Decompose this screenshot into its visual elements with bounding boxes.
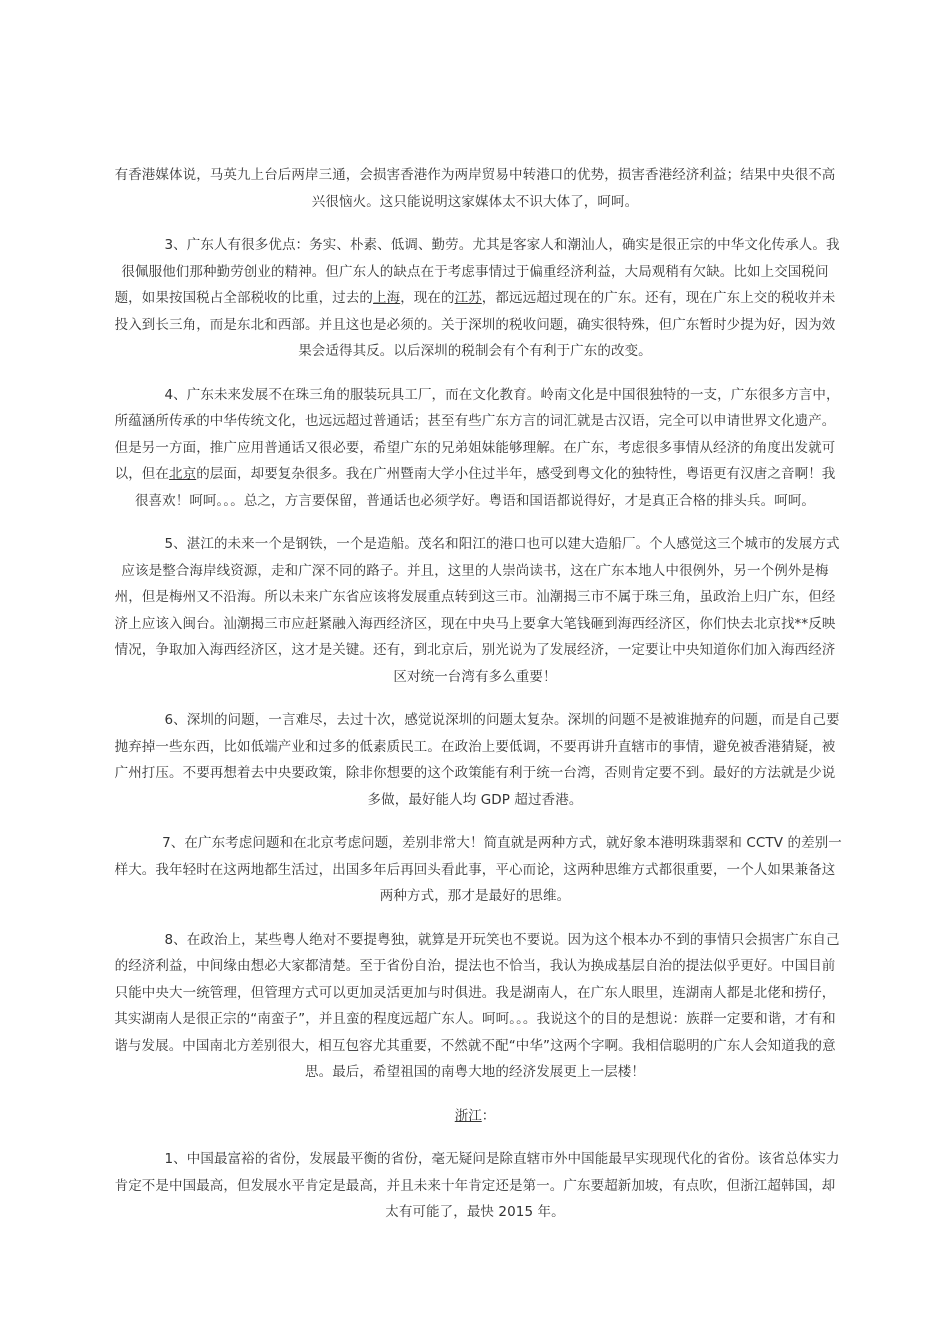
paragraph-text: ，现在的	[400, 290, 455, 306]
paragraph-intro-continuation	[108, 162, 842, 215]
paragraph-zhejiang-1	[108, 1146, 842, 1226]
paragraph-guangdong-4	[108, 382, 842, 515]
paragraph-text: 有香港媒体说，马英九上台后两岸三通，会损害香港作为两岸贸易中转港口的优势，损害香港经济利益；结果中央很不高兴很恼火。这只能说明这家媒体太不识大体了，呵呵。	[114, 167, 836, 210]
link-jiangsu[interactable]: 江苏	[454, 290, 482, 306]
paragraph-text: 的层面，却要复杂很多。我在广州暨南大学小住过半年，感受到粤文化的独特性，粤语更有汉唐之音啊！我很喜欢！呵呵。。。总之，方言要保留，普通话也必须学好。粤语和国语都说得好，才是真正合格的排头兵。呵呵。	[134, 466, 836, 509]
paragraph-text: 3、广东人有很多优点：务实、朴素、低调、勤劳。尤其是客家人和潮汕人，确实是很正宗的中华文化传承人。我很佩服他们那种勤劳创业的精神。但广东人的缺点在于考虑事情过于偏重经济利益，大局观稍有欠缺。比如上交国税问题，如果按国税占全部税收的比重，过去的	[114, 237, 840, 306]
paragraph-text: 1、中国最富裕的省份，发展最平衡的省份，毫无疑问是除直辖市外中国能最早实现现代化的省份。该省总体实力肯定不是中国最高，但发展水平肯定是最高，并且未来十年肯定还是第一。广东要超新加坡，有点吹，但浙江超韩国，却太有可能了，最快 2015 年。	[114, 1151, 840, 1220]
document-body	[108, 162, 842, 1226]
paragraph-guangdong-6	[108, 707, 842, 813]
section-heading-zhejiang	[108, 1103, 842, 1130]
link-zhejiang[interactable]: 浙江	[454, 1107, 482, 1124]
paragraph-text: 8、在政治上，某些粤人绝对不要提粤独，就算是开玩笑也不要说。因为这个根本办不到的事情只会损害广东自己的经济利益，中间缘由想必大家都清楚。至于省份自治，提法也不恰当，我认为换成基层自治的提法似乎更好。中国目前只能中央大一统管理，但管理方式可以更加灵活更加与时俱进。我是湖南人，在广东人眼里，连湖南人都是北佬和捞仔，其实湖南人是很正宗的“南蛮子”，并且蛮的程度远超广东人。呵呵。。。我说这个的目的是想说：族群一定要和谐，才有和谐与发展。中国南北方差别很大，相互包容尤其重要，不然就不配“中华”这两个字啊。我相信聪明的广东人会知道我的意思。最后，希望祖国的南粤大地的经济发展更上一层楼！	[114, 931, 840, 1080]
link-shanghai[interactable]: 上海	[372, 290, 401, 306]
heading-suffix: ：	[481, 1107, 496, 1124]
paragraph-guangdong-7	[108, 830, 842, 910]
paragraph-text: 7、在广东考虑问题和在北京考虑问题，差别非常大！简直就是两种方式，就好象本港明珠翡翠和 CCTV 的差别一样大。我年轻时在这两地都生活过，出国多年后再回头看此事，平心而论，这两种思维方式都很重要，一个人如果兼备这两种方式，那才是最好的思维。	[114, 835, 842, 904]
paragraph-text: 4、广东未来发展不在珠三角的服装玩具工厂，而在文化教育。岭南文化是中国很独特的一支，广东很多方言中，所蕴涵所传承的中华传统文化，也远远超过普通话；甚至有些广东方言的词汇就是古汉语，完全可以申请世界文化遗产。但是另一方面，推广应用普通话又很必要，希望广东的兄弟姐妹能够理解。在广东，考虑很多事情从经济的角度出发就可以，但在	[114, 386, 840, 482]
paragraph-guangdong-3	[108, 232, 842, 365]
link-beijing[interactable]: 北京	[169, 466, 197, 482]
paragraph-text: 5、湛江的未来一个是钢铁，一个是造船。茂名和阳江的港口也可以建大造船厂。个人感觉这三个城市的发展方式应该是整合海岸线资源，走和广深不同的路子。并且，这里的人崇尚读书，这在广东本地人中很例外，另一个例外是梅州，但是梅州又不沿海。所以未来广东省应该将发展重点转到这三市。汕潮揭三市不属于珠三角，虽政治上归广东，但经济上应该入闽台。汕潮揭三市应赶紧融入海西经济区，现在中央马上要拿大笔钱砸到海西经济区，你们快去北京找**反映情况，争取加入海西经济区，这才是关键。还有，到北京后，别光说为了发展经济，一定要让中央知道你们加入海西经济区对统一台湾有多么重要！	[114, 536, 840, 685]
paragraph-guangdong-8	[108, 927, 842, 1086]
paragraph-text: 6、深圳的问题，一言难尽，去过十次，感觉说深圳的问题太复杂。深圳的问题不是被谁抛弃的问题，而是自己要抛弃掉一些东西，比如低端产业和过多的低素质民工。在政治上要低调，不要再讲升直辖市的事情，避免被香港猜疑，被广州打压。不要再想着去中央要政策，除非你想要的这个政策能有利于统一台湾，否则肯定要不到。最好的方法就是少说多做，最好能人均 GDP 超过香港。	[114, 712, 840, 808]
paragraph-guangdong-5	[108, 531, 842, 690]
paragraph-text: ，都远远超过现在的广东。还有，现在广东上交的税收并未投入到长三角，而是东北和西部。并且这也是必须的。关于深圳的税收问题，确实很特殊，但广东暂时少提为好，因为效果会适得其反。以后深圳的税制会有个有利于广东的改变。	[114, 290, 836, 359]
